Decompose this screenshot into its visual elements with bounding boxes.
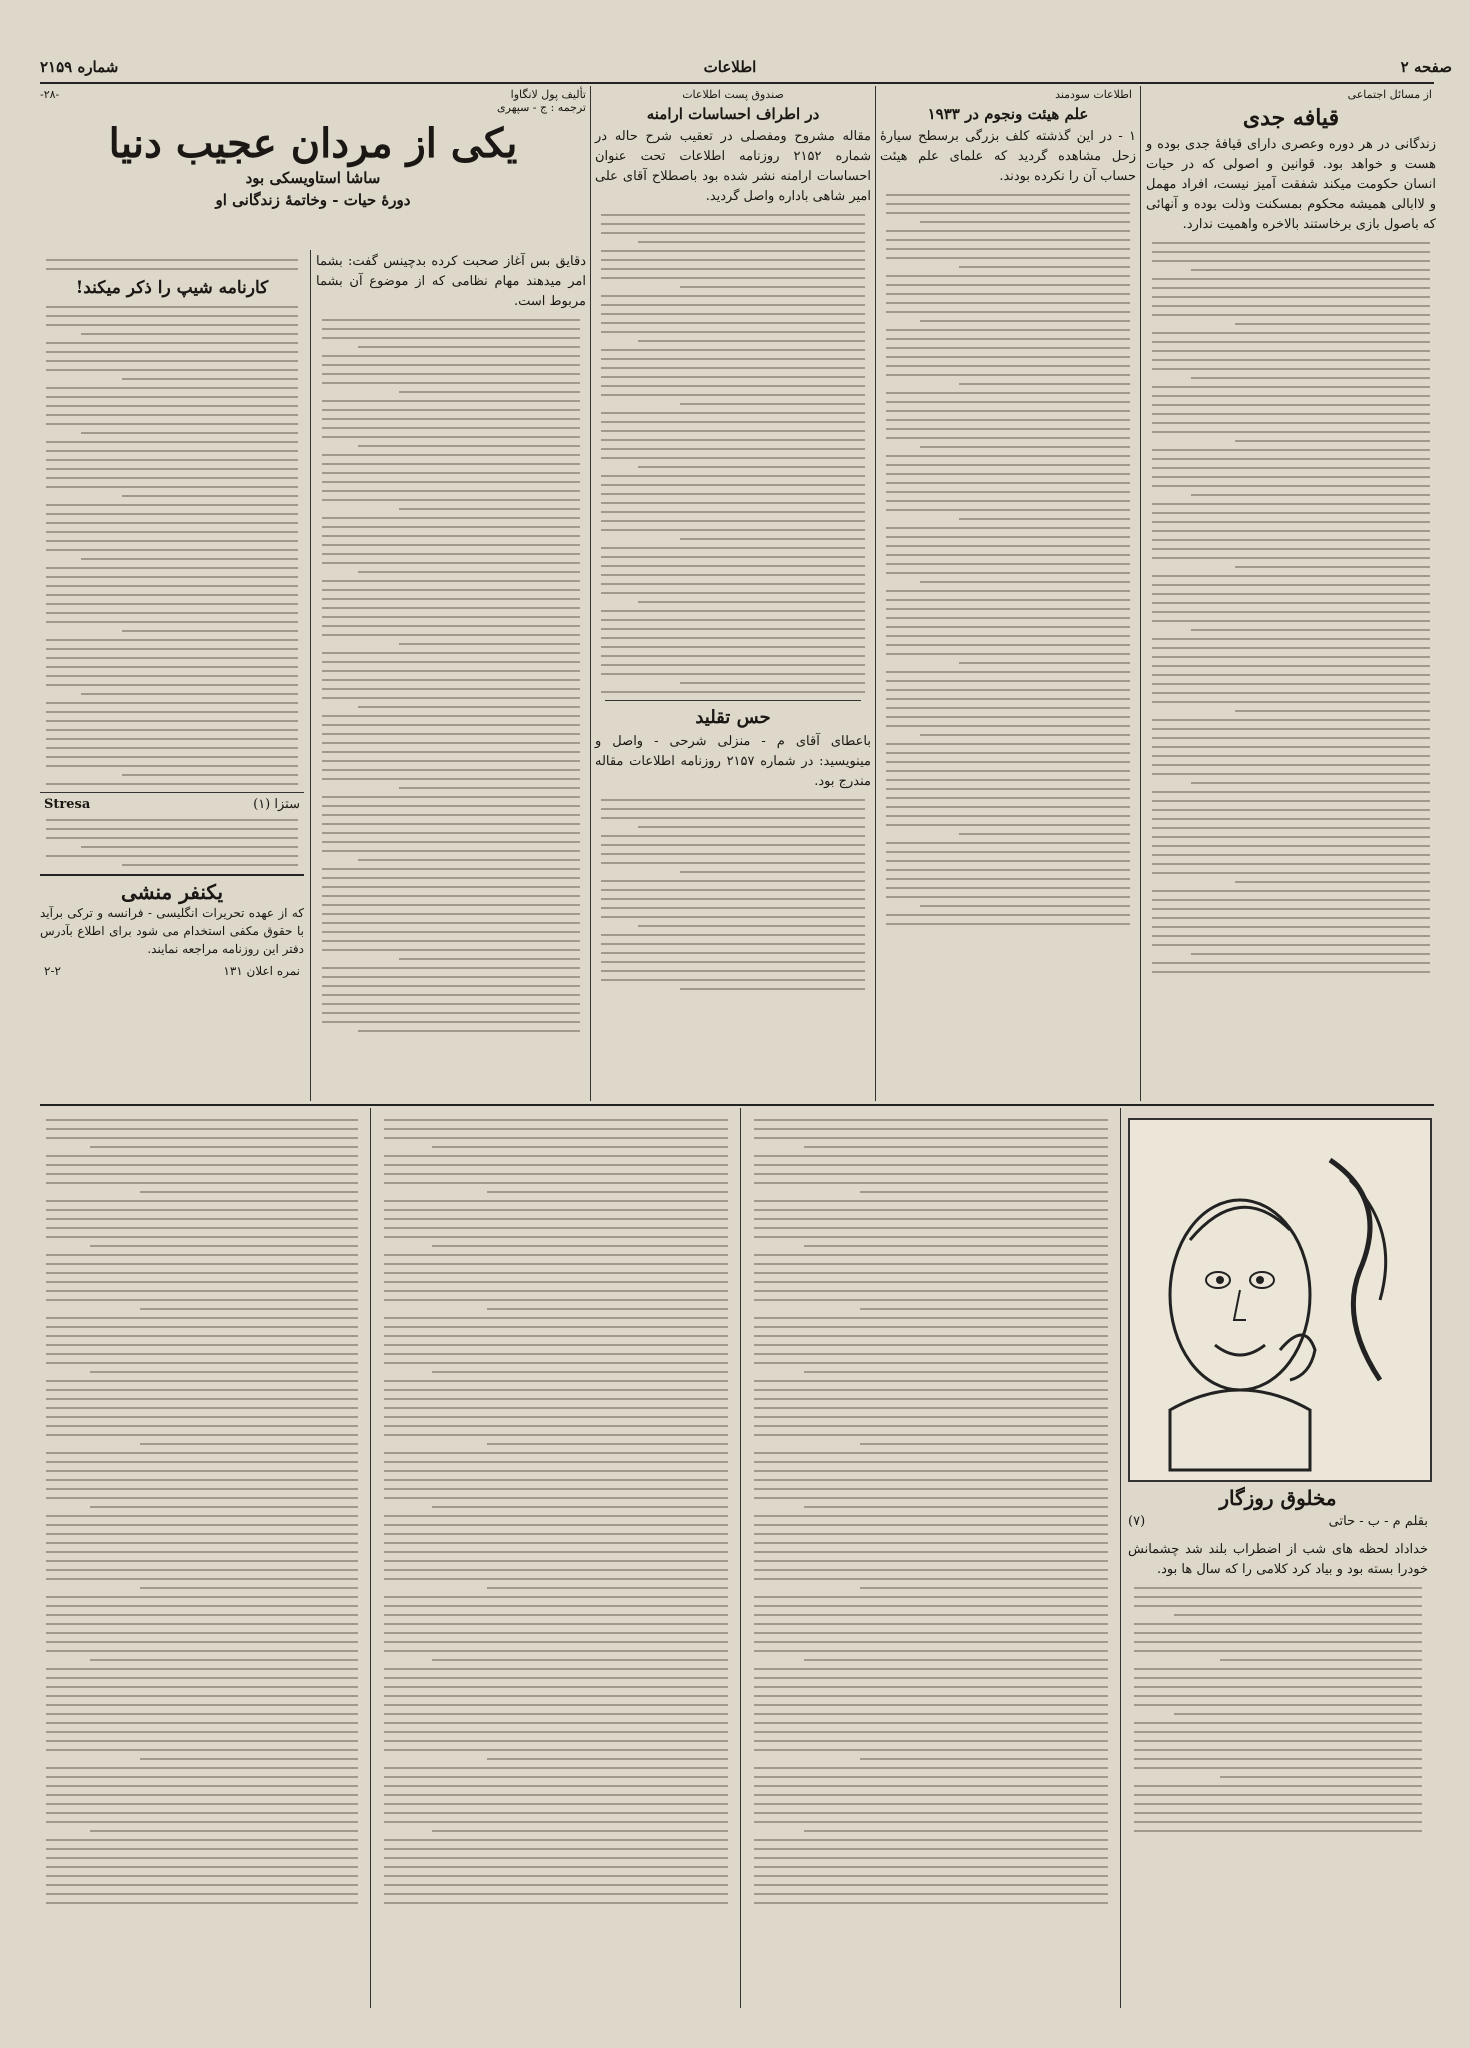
serial-illustration: [1128, 1118, 1432, 1482]
section-rule: [40, 1104, 1434, 1106]
feature-subhead: کارنامه شیپ را ذکر میکند!: [75, 278, 269, 298]
article-body: [378, 1119, 734, 1904]
article-body: [1128, 1587, 1428, 1832]
feature-column: [40, 252, 304, 978]
feature-intro: دقایق بس آغاز صحبت کرده بدچینس گفت: بشما امر میدهند مهام نظامی که از موضوع آن بشما مربوط است.: [316, 254, 586, 309]
article-body: [40, 819, 304, 866]
article-body: [595, 799, 871, 990]
column-rule: [370, 1108, 371, 2008]
feature-translator: ترجمه : ج - سپهری: [497, 101, 586, 114]
column-intro: ۱ - در این گذشته کلف بزرگی برسطح سیارهٔ زحل مشاهده گردید که علمای علم هیئت حساب آن را نکرده بودند.: [880, 129, 1136, 184]
article-body: [748, 1119, 1114, 1904]
column-intro: باعطای آقای م - منزلی شرحی - واصل و مینویسید: در شماره ۲۱۵۷ روزنامه اطلاعات مقاله مندرج بود.: [595, 734, 871, 789]
ad-number: نمره اعلان ۱۳۱: [223, 964, 300, 978]
article-body: [880, 194, 1136, 925]
stresa-title: Stresa: [44, 797, 91, 812]
issue-label: شماره ۲۱۵۹: [40, 58, 119, 76]
serial-column: [1128, 1540, 1428, 1839]
article-body: [1146, 242, 1436, 973]
column-intro: مقاله مشروح ومفصلی در تعقیب شرح حاله در شماره ۲۱۵۲ روزنامه اطلاعات تحت عنوان احساسات ارامنه نشر شده بود باصطلاح آقای علی امیر شاهی باداره واصل گردید.: [595, 129, 871, 204]
serial-intro: خداداد لحظه های شب از اضطراب بلند شد چشمانش خودرا بسته بود و بیاد کرد کلامی را که سال ها بود.: [1128, 1542, 1428, 1577]
section-label: از مسائل اجتماعی: [1347, 88, 1432, 101]
column-rule: [740, 1108, 741, 2008]
serial-column: [40, 1112, 364, 1911]
stresa-label: (۱) ستزا: [253, 797, 300, 812]
serial-author: بقلم م - ب - حاتی: [1328, 1514, 1428, 1529]
portrait-drawing: [1130, 1120, 1426, 1476]
column-rule: [1140, 86, 1141, 1101]
column-title: در اطراف احساسات ارامنه: [646, 105, 820, 123]
astronomy-column: [880, 88, 1136, 932]
article-body: [316, 319, 586, 1032]
page-label: صفحه ۲: [1400, 58, 1452, 76]
feature-header: [40, 88, 586, 211]
social-column: [1146, 88, 1436, 980]
serial-column: [378, 1112, 734, 1911]
article-body: [595, 214, 871, 693]
paper-name: اطلاعات: [703, 58, 757, 76]
notice-body: که از عهده تحریرات انگلیسی - فرانسه و ترکی برآید با حقوق مکفی استخدام می شود برای اطلاع بآدرس دفتر این روزنامه مراجعه نمایند.: [40, 906, 304, 956]
armenia-column: [595, 88, 871, 997]
column-rule: [310, 250, 311, 1101]
feature-headline: یکی از مردان عجیب دنیا: [108, 120, 518, 167]
article-body: [40, 259, 304, 270]
column-rule: [875, 86, 876, 1101]
serial-part: (۷): [1128, 1514, 1146, 1529]
feature-author: تألیف پول لانگاوا: [510, 88, 586, 101]
article-body: [40, 1119, 364, 1904]
column-rule: [1120, 1108, 1121, 2008]
feature-subhead: دورهٔ حیات - وخاتمهٔ زندگانی او: [215, 191, 411, 209]
masthead-rule: [40, 82, 1434, 84]
ad-repeat: ۲-۲: [44, 964, 61, 978]
notice-title: یکنفر منشی: [120, 880, 224, 904]
article-body: [40, 306, 304, 785]
section-label: صندوق پست اطلاعات: [682, 88, 784, 101]
column-title: حس تقلید: [695, 707, 771, 728]
column-rule: [590, 86, 591, 1101]
page-number: -۲۸-: [40, 88, 60, 101]
column-title: قیافه جدی: [1242, 105, 1340, 131]
serial-column: [748, 1112, 1114, 1911]
column-intro: زندگانی در هر دوره وعصری دارای قیافهٔ جدی بوده و هست و خواهد بود. قوانین و اصولی که در حیات انسان حکومت میکند شفقت آمیز نیست، افراد مهمل و لاابالی همیشه محکوم بمسکنت وذلت بوده و آنهائی که باصول بازی برخاستند بالاخره واهمیت ندارد.: [1146, 137, 1436, 232]
serial-title: مخلوق روزگار: [1219, 1486, 1337, 1510]
feature-column: [316, 252, 586, 1039]
section-label: اطلاعات سودمند: [1055, 88, 1132, 101]
serial-meta: [1128, 1514, 1428, 1529]
feature-subhead: ساشا استاویسکی بود: [245, 169, 381, 187]
column-title: علم هیئت ونجوم در ۱۹۳۳: [927, 105, 1089, 123]
